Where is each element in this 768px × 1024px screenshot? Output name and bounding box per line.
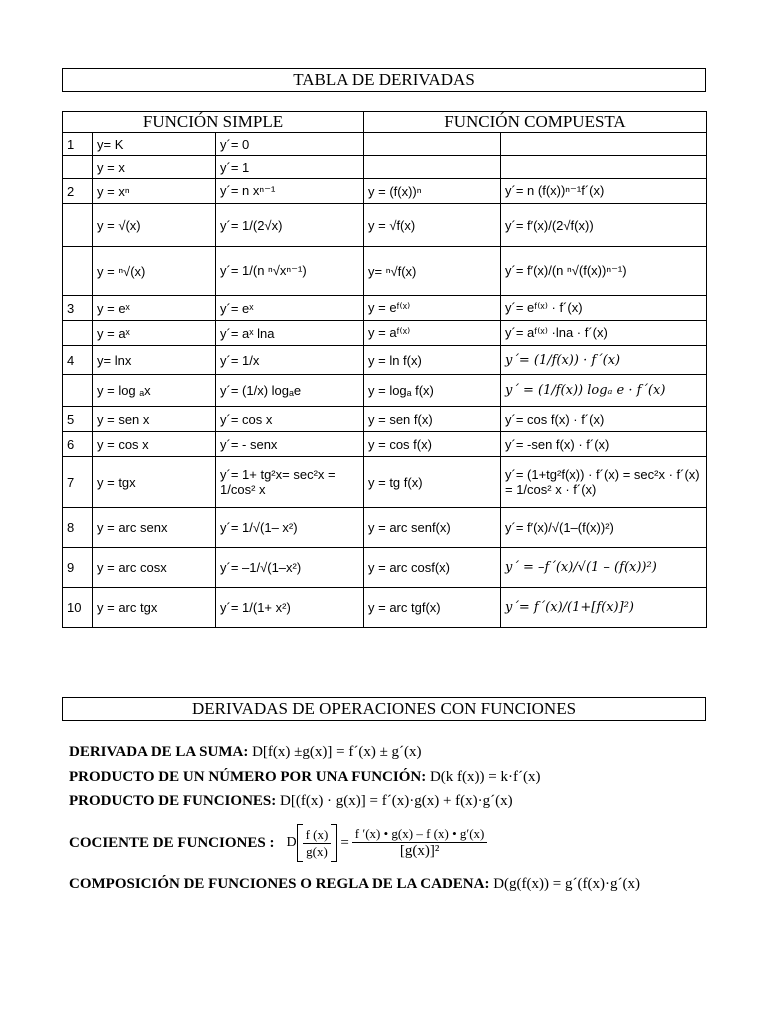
composite-function: y = (f(x))ⁿ bbox=[364, 179, 501, 204]
simple-derivative: y´= 1/(n ⁿ√xⁿ⁻¹) bbox=[216, 247, 364, 296]
row-number: 8 bbox=[63, 508, 93, 548]
simple-derivative: y´= 1/(2√x) bbox=[216, 204, 364, 247]
composite-function: y = arc senf(x) bbox=[364, 508, 501, 548]
composite-function: y = tg f(x) bbox=[364, 457, 501, 508]
simple-derivative: y´= 1/(1+ x²) bbox=[216, 588, 364, 628]
simple-derivative: y´= - senx bbox=[216, 432, 364, 457]
rule-producto bbox=[69, 793, 513, 810]
rule-cadena bbox=[69, 876, 640, 893]
simple-function: y = arc senx bbox=[93, 508, 216, 548]
table-row bbox=[63, 508, 707, 548]
table-row bbox=[63, 156, 707, 179]
composite-derivative: y´= cos f(x) · f´(x) bbox=[501, 407, 707, 432]
row-number: 4 bbox=[63, 346, 93, 375]
row-number: 10 bbox=[63, 588, 93, 628]
simple-function: y = eˣ bbox=[93, 296, 216, 321]
simple-function: y = x bbox=[93, 156, 216, 179]
simple-function: y = tgx bbox=[93, 457, 216, 508]
composite-function: y = sen f(x) bbox=[364, 407, 501, 432]
rule-cadena-label: COMPOSICIÓN DE FUNCIONES O REGLA DE LA CADENA: bbox=[69, 876, 490, 892]
simple-function: y = √(x) bbox=[93, 204, 216, 247]
composite-derivative: y´= f′(x)/√(1–(f(x))²) bbox=[501, 508, 707, 548]
table-row bbox=[63, 432, 707, 457]
composite-function bbox=[364, 156, 501, 179]
composite-function: y = cos f(x) bbox=[364, 432, 501, 457]
simple-derivative: y´= cos x bbox=[216, 407, 364, 432]
simple-function: y= K bbox=[93, 133, 216, 156]
table-row bbox=[63, 204, 707, 247]
row-number bbox=[63, 247, 93, 296]
simple-derivative: y´= 1+ tg²x= sec²x = 1/cos² x bbox=[216, 457, 364, 508]
simple-derivative: y´= eˣ bbox=[216, 296, 364, 321]
composite-derivative: y´= f′(x)/(2√f(x)) bbox=[501, 204, 707, 247]
table-row bbox=[63, 457, 707, 508]
table-row bbox=[63, 588, 707, 628]
composite-function: y= ⁿ√f(x) bbox=[364, 247, 501, 296]
header-funcion-compuesta: FUNCIÓN COMPUESTA bbox=[364, 112, 707, 133]
composite-function: y = arc tgf(x) bbox=[364, 588, 501, 628]
rule-cociente-equals: = bbox=[340, 834, 349, 851]
rule-numero-label: PRODUCTO DE UN NÚMERO POR UNA FUNCIÓN: bbox=[69, 769, 427, 785]
composite-function: y = eᶠ⁽ˣ⁾ bbox=[364, 296, 501, 321]
composite-function bbox=[364, 133, 501, 156]
rule-suma bbox=[69, 744, 422, 761]
table-row bbox=[63, 375, 707, 407]
simple-function: y = sen x bbox=[93, 407, 216, 432]
simple-derivative: y´= 0 bbox=[216, 133, 364, 156]
rule-cociente bbox=[69, 818, 487, 868]
rule-suma-expr: D[f(x) ±g(x)] = f´(x) ± g´(x) bbox=[252, 744, 422, 760]
composite-derivative: y´= f´(x)/(1+[f(x)]²) bbox=[501, 588, 707, 628]
row-number: 6 bbox=[63, 432, 93, 457]
simple-function: y = xⁿ bbox=[93, 179, 216, 204]
right-bracket bbox=[331, 824, 337, 862]
header-funcion-simple: FUNCIÓN SIMPLE bbox=[63, 112, 364, 133]
rule-cociente-label: COCIENTE DE FUNCIONES : bbox=[69, 834, 275, 851]
table-row bbox=[63, 133, 707, 156]
rule-cadena-expr: D(g(f(x)) = g´(f(x)·g´(x) bbox=[493, 876, 640, 892]
composite-function: y = √f(x) bbox=[364, 204, 501, 247]
simple-derivative: y´= aˣ lna bbox=[216, 321, 364, 346]
row-number: 9 bbox=[63, 548, 93, 588]
table-row bbox=[63, 321, 707, 346]
composite-function: y = ln f(x) bbox=[364, 346, 501, 375]
quotient-numerator: f (x) bbox=[303, 827, 332, 844]
table-row bbox=[63, 179, 707, 204]
composite-derivative bbox=[501, 133, 707, 156]
composite-derivative: y´ = –f´(x)/√(1 – (f(x))²) bbox=[501, 548, 707, 588]
simple-derivative: y´= 1/x bbox=[216, 346, 364, 375]
composite-derivative: y´= -sen f(x) · f´(x) bbox=[501, 432, 707, 457]
simple-function: y = log ₐx bbox=[93, 375, 216, 407]
table-title: TABLA DE DERIVADAS bbox=[62, 68, 706, 92]
table-row bbox=[63, 346, 707, 375]
simple-function: y = arc tgx bbox=[93, 588, 216, 628]
composite-function: y = aᶠ⁽ˣ⁾ bbox=[364, 321, 501, 346]
rule-numero bbox=[69, 769, 540, 786]
row-number: 3 bbox=[63, 296, 93, 321]
table-row bbox=[63, 407, 707, 432]
operations-title: DERIVADAS DE OPERACIONES CON FUNCIONES bbox=[62, 697, 706, 721]
composite-derivative: y´= n (f(x))ⁿ⁻¹f´(x) bbox=[501, 179, 707, 204]
row-number bbox=[63, 156, 93, 179]
row-number: 7 bbox=[63, 457, 93, 508]
composite-derivative: y´= eᶠ⁽ˣ⁾ · f´(x) bbox=[501, 296, 707, 321]
simple-function: y= lnx bbox=[93, 346, 216, 375]
quotient-result-numerator: f ′(x) • g(x) – f (x) • g′(x) bbox=[352, 826, 488, 843]
derivatives-table bbox=[62, 111, 707, 628]
row-number bbox=[63, 321, 93, 346]
quotient-result-denominator: [g(x)]² bbox=[399, 843, 440, 859]
row-number bbox=[63, 204, 93, 247]
table-header-row bbox=[63, 112, 707, 133]
quotient-fraction bbox=[303, 827, 332, 860]
table-row bbox=[63, 548, 707, 588]
simple-derivative: y´= 1 bbox=[216, 156, 364, 179]
simple-derivative: y´= n xⁿ⁻¹ bbox=[216, 179, 364, 204]
simple-function: y = ⁿ√(x) bbox=[93, 247, 216, 296]
row-number bbox=[63, 375, 93, 407]
quotient-denominator: g(x) bbox=[306, 843, 328, 859]
simple-function: y = cos x bbox=[93, 432, 216, 457]
simple-function: y = aˣ bbox=[93, 321, 216, 346]
rule-cociente-D: D bbox=[286, 835, 297, 850]
simple-function: y = arc cosx bbox=[93, 548, 216, 588]
composite-function: y = logₐ f(x) bbox=[364, 375, 501, 407]
rule-producto-label: PRODUCTO DE FUNCIONES: bbox=[69, 793, 277, 809]
composite-derivative: y´ = (1/f(x)) logₐ e · f´(x) bbox=[501, 375, 707, 407]
simple-derivative: y´= (1/x) logₐe bbox=[216, 375, 364, 407]
composite-derivative: y´= aᶠ⁽ˣ⁾ ·lna · f´(x) bbox=[501, 321, 707, 346]
row-number: 1 bbox=[63, 133, 93, 156]
rule-producto-expr: D[(f(x) · g(x)] = f´(x)·g(x) + f(x)·g´(x) bbox=[280, 793, 513, 809]
composite-derivative: y´= f′(x)/(n ⁿ√(f(x))ⁿ⁻¹) bbox=[501, 247, 707, 296]
composite-function: y = arc cosf(x) bbox=[364, 548, 501, 588]
table-row bbox=[63, 247, 707, 296]
rule-suma-label: DERIVADA DE LA SUMA: bbox=[69, 744, 249, 760]
composite-derivative bbox=[501, 156, 707, 179]
composite-derivative: y´= (1/f(x)) · f´(x) bbox=[501, 346, 707, 375]
quotient-result bbox=[352, 826, 488, 860]
simple-derivative: y´= 1/√(1– x²) bbox=[216, 508, 364, 548]
row-number: 2 bbox=[63, 179, 93, 204]
simple-derivative: y´= –1/√(1–x²) bbox=[216, 548, 364, 588]
composite-derivative: y´= (1+tg²f(x)) · f´(x) = sec²x · f´(x) = 1/cos² x · f´(x) bbox=[501, 457, 707, 508]
rule-numero-expr: D(k f(x)) = k·f´(x) bbox=[429, 769, 541, 785]
table-row bbox=[63, 296, 707, 321]
row-number: 5 bbox=[63, 407, 93, 432]
